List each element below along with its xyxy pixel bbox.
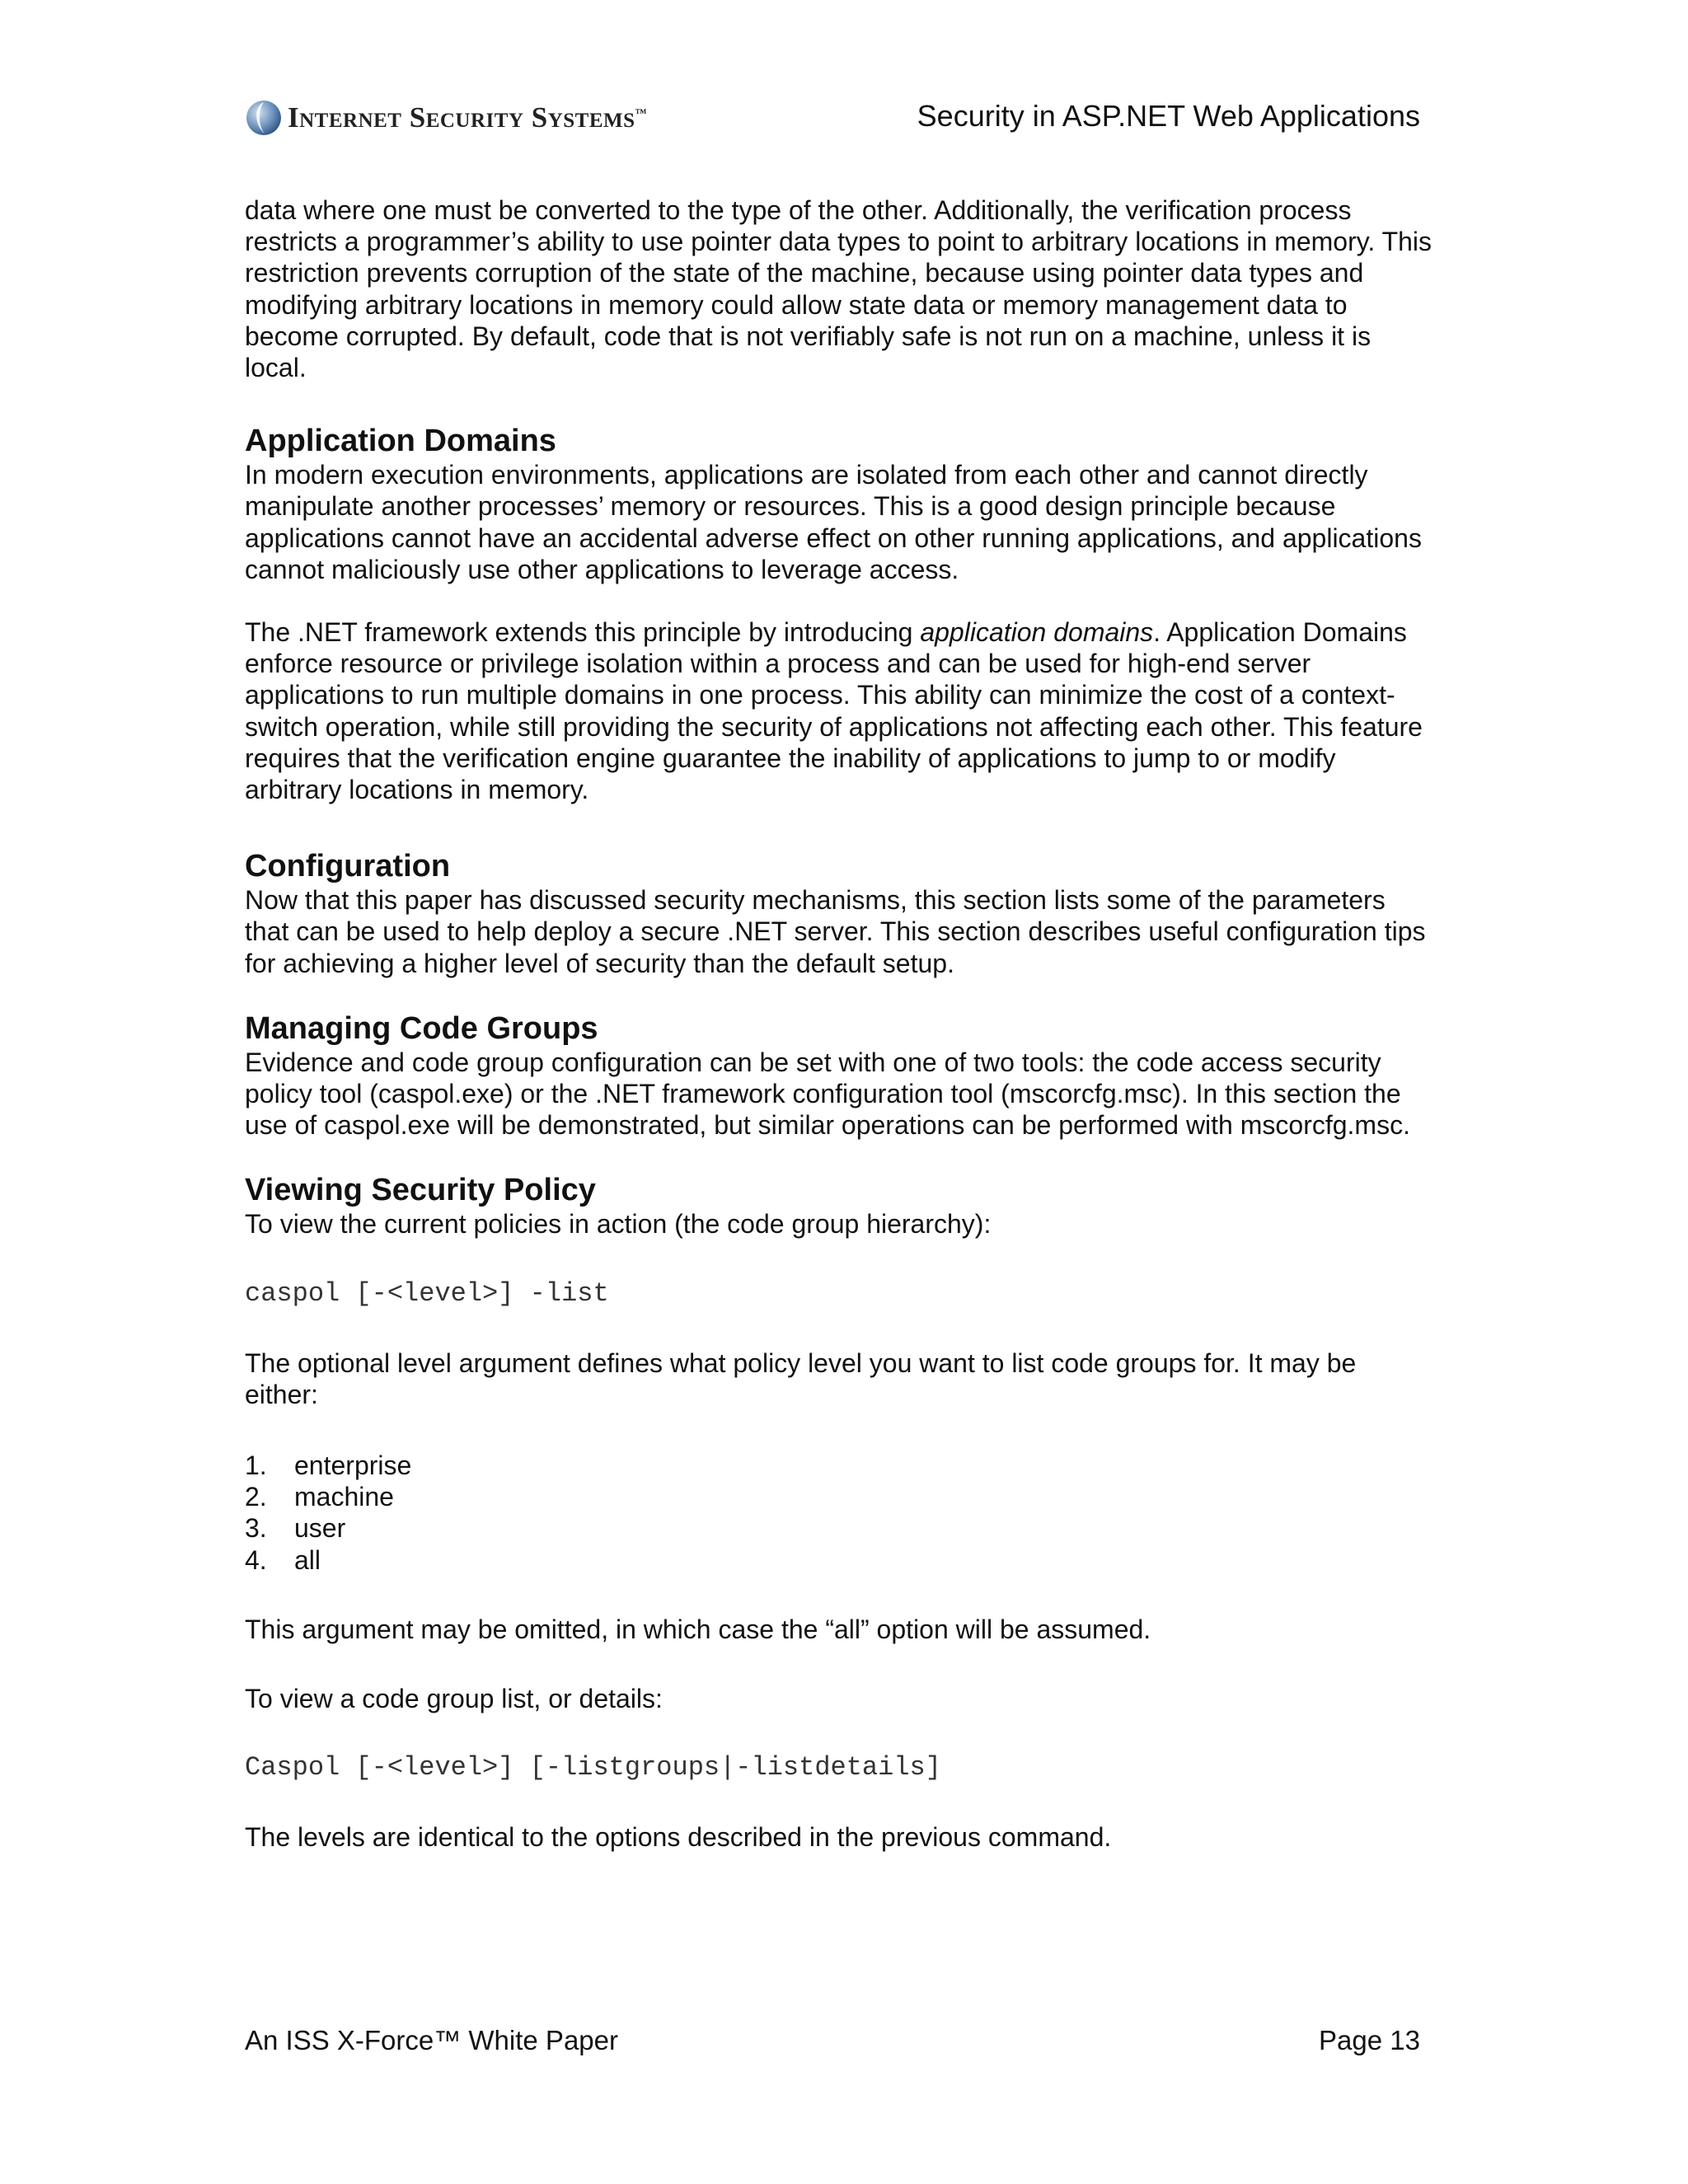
viewing-policy-paragraph-3: This argument may be omitted, in which case the “all” option will be assumed. xyxy=(245,1614,1151,1644)
list-item: 2. machine xyxy=(245,1482,394,1512)
document-title: Security in ASP.NET Web Applications xyxy=(917,99,1420,133)
footer-publication: An ISS X-Force™ White Paper xyxy=(245,2025,618,2055)
list-item: 4. all xyxy=(245,1544,321,1575)
app-domains-paragraph-1: In modern execution environments, applications are isolated from each other and cannot directly manipulate another processes’ memory or resources. This is a good design principle because applications cannot have an accidental adverse effect on other running applications, and applications cannot maliciously use other applications to leverage access. xyxy=(245,460,1422,584)
section-heading-application-domains: Application Domains xyxy=(245,424,556,459)
section-heading-viewing-security-policy: Viewing Security Policy xyxy=(245,1173,596,1208)
page-content xyxy=(245,194,1432,1854)
iss-globe-icon xyxy=(245,99,283,137)
section-heading-configuration: Configuration xyxy=(245,849,451,884)
page-number: Page 13 xyxy=(1319,2025,1420,2055)
page-header xyxy=(245,92,1420,142)
list-item: 3. user xyxy=(245,1513,346,1544)
list-item: 1. enterprise xyxy=(245,1451,412,1481)
code-caspol-listgroups: Caspol [-<level>] [-listgroups|-listdetails] xyxy=(245,1752,941,1783)
viewing-policy-paragraph-2: The optional level argument defines what policy level you want to list code groups for. It may be either: xyxy=(245,1347,1357,1409)
app-domains-paragraph-2: The .NET framework extends this principle by introducing application domains. Application Domains enforce resource or privilege isolation within a process and can be used for high-end server applications to run multiple domains in one process. This ability can minimize the cost of a context-switch operation, while still providing the security of applications not affecting each other. This feature requires that the verification engine guarantee the inability of applications to jump to or modify arbitrary locations in memory. xyxy=(245,617,1423,805)
viewing-policy-paragraph-1: To view the current policies in action (the code group hierarchy): xyxy=(245,1209,992,1240)
managing-code-groups-paragraph: Evidence and code group configuration can be set with one of two tools: the code access security policy tool (caspol.exe) or the .NET framework configuration tool (mscorcfg.msc). In this section the use of caspol.exe will be demonstrated, but similar operations can be performed with mscorcfg.msc. xyxy=(245,1047,1410,1141)
code-caspol-list: caspol [-<level>] -list xyxy=(245,1277,609,1309)
policy-level-list xyxy=(245,1450,1432,1576)
iss-logo xyxy=(245,97,647,138)
intro-paragraph: data where one must be converted to the type of the other. Additionally, the verification process restricts a programmer’s ability to use pointer data types to point to arbitrary locations in memory. This restriction prevents corruption of the state of the machine, because using pointer data types and modifying arbitrary locations in memory could allow state data or memory management data to become corrupted. By default, code that is not verifiably safe is not run on a machine, unless it is local. xyxy=(245,195,1432,383)
configuration-paragraph: Now that this paper has discussed security mechanisms, this section lists some of the parameters that can be used to help deploy a secure .NET server. This section describes useful configuration tips for achieving a higher level of security than the default setup. xyxy=(245,885,1426,978)
section-heading-managing-code-groups: Managing Code Groups xyxy=(245,1010,598,1046)
viewing-policy-paragraph-4: To view a code group list, or details: xyxy=(245,1684,663,1714)
viewing-policy-paragraph-5: The levels are identical to the options described in the previous command. xyxy=(245,1822,1112,1853)
logo-wordmark: Internet Security Systems™ xyxy=(288,101,648,134)
